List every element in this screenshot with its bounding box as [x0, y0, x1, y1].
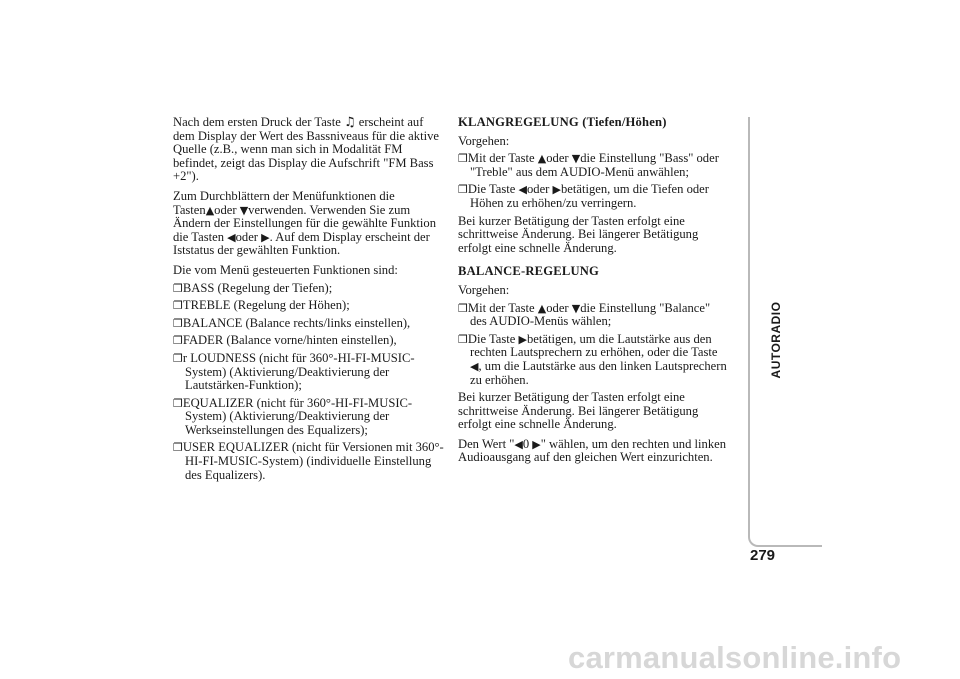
music-note-icon: ♫: [343, 115, 356, 130]
step-change-paragraph: Bei kurzer Betätigung der Tasten erfolgt eine schrittweise Änderung. Bei längerer Betätigung erfolgt eine schnelle Änderung.: [458, 390, 699, 432]
list-item: ❐Die Taste ◀oder ▶betätigen, um die Tiefen oder Höhen zu erhöhen/zu verringern.: [458, 182, 709, 210]
list-item: ❐USER EQUALIZER (nicht für Versionen mit 360°-HI-FI-MUSIC-System) (individuelle Einstellung des Equalizers).: [173, 440, 444, 482]
chapter-tab: [748, 117, 822, 547]
functions-intro: Die vom Menü gesteuerten Funktionen sind:: [173, 262, 398, 277]
checkbox-icon: ❐: [173, 299, 183, 313]
procedure-label: Vorgehen:: [458, 133, 510, 148]
arrow-down-icon: ▼: [239, 203, 249, 217]
arrow-right-icon: ▶: [532, 437, 541, 451]
arrow-up-icon: ▲: [537, 301, 547, 315]
checkbox-icon: ❐: [173, 396, 183, 410]
page-number: 279: [750, 547, 776, 564]
list-item: ❐Die Taste ▶betätigen, um die Lautstärke aus den rechten Lautsprechern zu erhöhen, oder die Taste ◀, um die Lautstärke aus den linken Lautsprechern zu erhöhen.: [458, 331, 727, 387]
functions-list: [173, 282, 445, 483]
navigation-paragraph: Zum Durchblättern der Menüfunktionen die Tasten▲oder ▼verwenden. Verwenden Sie zum Ändern der Einstellungen für die gewählte Funktion die Tasten ◀oder ▶. Auf dem Display erscheint der Iststatus der gewählten Funktion.: [173, 188, 437, 258]
intro-paragraph: Nach dem ersten Druck der Taste ♫ erscheint auf dem Display der Wert des Bassniveaus für die aktive Quelle (z.B., wenn man sich in Modalität FM befindet, zeigt das Display die Aufschrift "FM Bass +2").: [173, 115, 439, 184]
checkbox-icon: ❐: [173, 441, 183, 455]
watermark: carmanualsonline.info: [568, 640, 902, 675]
list-item: ❐BALANCE (Balance rechts/links einstellen),: [173, 315, 411, 330]
list-item: ❐EQUALIZER (nicht für 360°-HI-FI-MUSIC-System) (Aktivierung/Deaktivierung der Werkseinstellungen des Equalizers);: [173, 395, 413, 437]
arrow-right-icon: ▶: [552, 183, 561, 197]
checkbox-icon: ❐: [458, 152, 468, 166]
left-column: [173, 116, 445, 486]
balance-center-paragraph: Den Wert "◀0 ▶" wählen, um den rechten und linken Audioausgang auf den gleichen Wert einzurichten.: [458, 436, 726, 465]
checkbox-icon: ❐: [458, 332, 468, 346]
checkbox-icon: ❐: [173, 281, 183, 295]
procedure-label: Vorgehen:: [458, 282, 510, 297]
checkbox-icon: ❐: [458, 183, 468, 197]
arrow-left-icon: ◀: [227, 230, 236, 244]
checkbox-icon: ❐: [173, 334, 183, 348]
arrow-up-icon: ▲: [537, 152, 547, 166]
section-heading-klangregelung: KLANGREGELUNG (Tiefen/Höhen): [458, 115, 667, 129]
arrow-right-icon: ▶: [518, 332, 527, 346]
list-item: ❐Mit der Taste ▲oder ▼die Einstellung "Balance" des AUDIO-Menüs wählen;: [458, 300, 711, 329]
right-column: [458, 116, 730, 471]
list-item: ❐BASS (Regelung der Tiefen);: [173, 280, 333, 295]
checkbox-icon: ❐: [458, 301, 468, 315]
chapter-tab-label: AUTORADIO: [769, 301, 783, 379]
arrow-down-icon: ▼: [571, 301, 581, 315]
arrow-left-icon: ◀: [514, 437, 523, 451]
section-heading-balance: BALANCE-REGELUNG: [458, 264, 600, 279]
arrow-down-icon: ▼: [571, 152, 581, 166]
list-item: ❐TREBLE (Regelung der Höhen);: [173, 298, 350, 313]
arrow-up-icon: ▲: [205, 203, 215, 217]
list-item: ❐FADER (Balance vorne/hinten einstellen),: [173, 333, 397, 348]
arrow-left-icon: ◀: [470, 359, 479, 373]
step-change-paragraph: Bei kurzer Betätigung der Tasten erfolgt eine schrittweise Änderung. Bei längerer Betätigung erfolgt eine schnelle Änderung.: [458, 213, 699, 255]
checkbox-icon: ❐: [173, 316, 183, 330]
arrow-left-icon: ◀: [518, 183, 527, 197]
checkbox-icon: ❐: [173, 351, 183, 365]
list-item: ❐r LOUDNESS (nicht für 360°-HI-FI-MUSIC-System) (Aktivierung/Deaktivierung der Lautstärken-Funktion);: [173, 350, 415, 393]
arrow-right-icon: ▶: [261, 230, 270, 244]
list-item: ❐Mit der Taste ▲oder ▼die Einstellung "Bass" oder "Treble" aus dem AUDIO-Menü anwählen;: [458, 151, 719, 179]
